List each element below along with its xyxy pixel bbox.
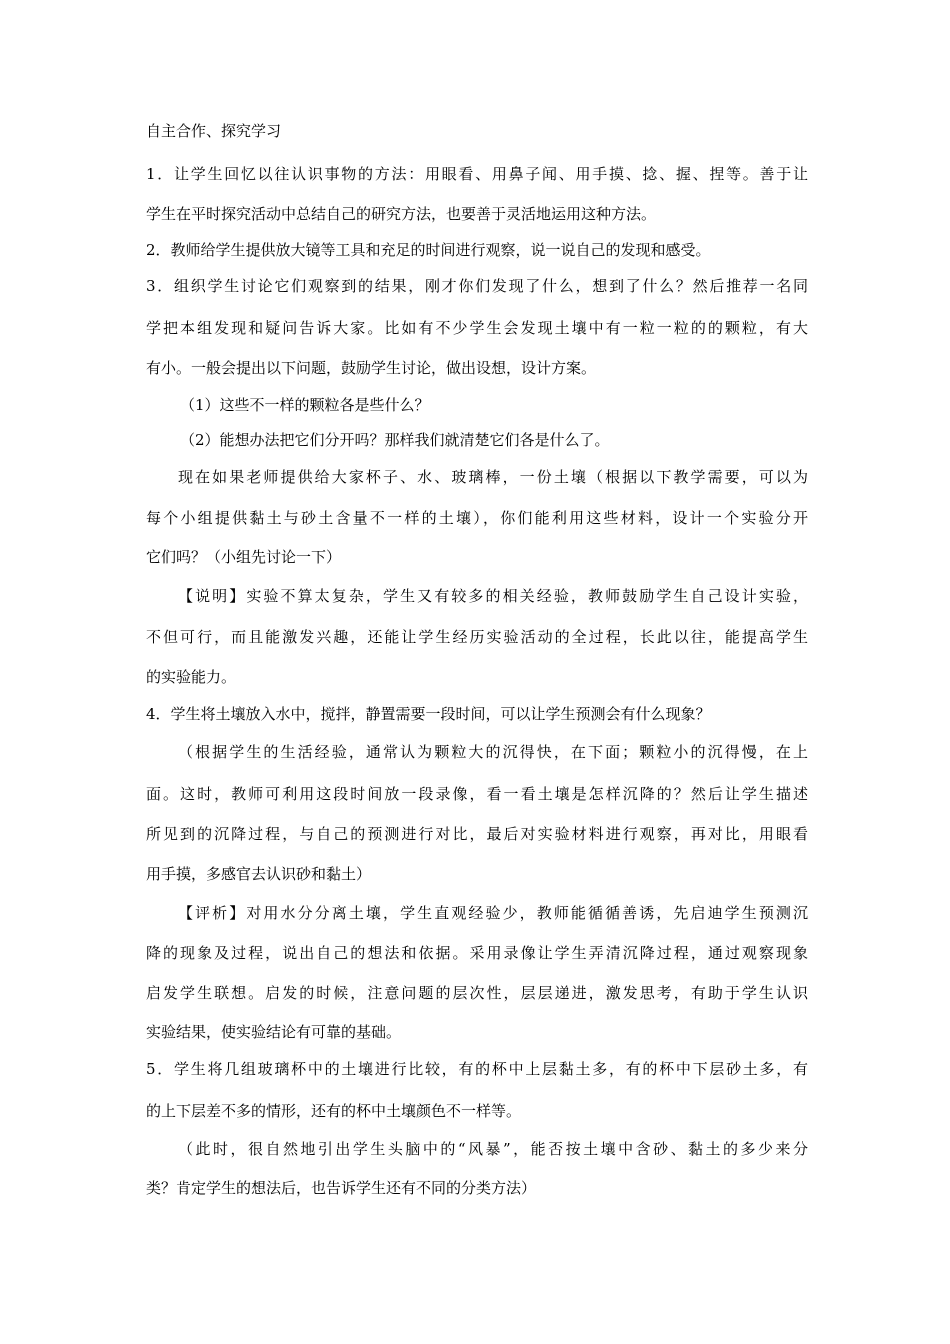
- paragraph-4-line-1: 现在如果老师提供给大家杯子、水、玻璃棒，一份土壤（根据以下教学需要，可以为: [178, 468, 808, 486]
- paragraph-2-line-1: 2．教师给学生提供放大镜等工具和充足的时间进行观察，说一说自己的发现和感受。: [146, 241, 711, 259]
- paragraph-4-line-2: 每个小组提供黏土与砂土含量不一样的土壤），你们能利用这些材料，设计一个实验分开: [146, 509, 808, 527]
- note-comment-line-4: 实验结果，使实验结论有可靠的基础。: [146, 1023, 402, 1041]
- paragraph-6-line-4: 用手摸，多感官去认识砂和黏土）: [146, 865, 372, 883]
- note-comment-line-3: 启发学生联想。启发的时候，注意问题的层次性，层层递进，激发思考，有助于学生认识: [146, 984, 808, 1002]
- question-2: （2）能想办法把它们分开吗？那样我们就清楚它们各是什么了。: [180, 431, 610, 449]
- paragraph-8-line-2: 类？肯定学生的想法后，也告诉学生还有不同的分类方法）: [146, 1179, 537, 1197]
- paragraph-1-line-1: 1．让学生回忆以往认识事物的方法：用眼看、用鼻子闻、用手摸、捻、握、捏等。善于让: [146, 165, 808, 183]
- paragraph-1-line-2: 学生在平时探究活动中总结自己的研究方法，也要善于灵活地运用这种方法。: [146, 205, 657, 223]
- paragraph-3-line-3: 有小。一般会提出以下问题，鼓励学生讨论，做出设想，设计方案。: [146, 359, 597, 377]
- note-explanation-line-3: 的实验能力。: [146, 668, 237, 686]
- paragraph-5-line-1: 4．学生将土壤放入水中，搅拌，静置需要一段时间，可以让学生预测会有什么现象？: [146, 705, 711, 723]
- paragraph-4-line-3: 它们吗？（小组先讨论一下）: [146, 548, 342, 566]
- question-1: （1）这些不一样的颗粒各是些什么？: [180, 396, 430, 414]
- paragraph-6-line-3: 所见到的沉降过程，与自己的预测进行对比，最后对实验材料进行观察，再对比，用眼看: [146, 825, 808, 843]
- paragraph-3-line-2: 学把本组发现和疑问告诉大家。比如有不少学生会发现土壤中有一粒一粒的的颗粒，有大: [146, 319, 808, 337]
- paragraph-3-line-1: 3．组织学生讨论它们观察到的结果，刚才你们发现了什么，想到了什么？然后推荐一名同: [146, 277, 808, 295]
- note-comment-line-2: 降的现象及过程，说出自己的想法和依据。采用录像让学生弄清沉降过程，通过观察现象: [146, 944, 808, 962]
- paragraph-8-line-1: （此时，很自然地引出学生头脑中的“风暴”，能否按土壤中含砂、黏土的多少来分: [178, 1140, 808, 1158]
- note-explanation-line-1: 【说明】实验不算太复杂，学生又有较多的相关经验，教师鼓励学生自己设计实验，: [178, 587, 808, 605]
- paragraph-7-line-1: 5．学生将几组玻璃杯中的土壤进行比较，有的杯中上层黏土多，有的杯中下层砂土多，有: [146, 1060, 808, 1078]
- note-explanation-line-2: 不但可行，而且能激发兴趣，还能让学生经历实验活动的全过程，长此以往，能提高学生: [146, 628, 808, 646]
- paragraph-6-line-1: （根据学生的生活经验，通常认为颗粒大的沉得快，在下面；颗粒小的沉得慢，在上: [178, 743, 808, 761]
- note-comment-line-1: 【评析】对用水分分离土壤，学生直观经验少，教师能循循善诱，先启迪学生预测沉: [178, 904, 808, 922]
- paragraph-7-line-2: 的上下层差不多的情形，还有的杯中土壤颜色不一样等。: [146, 1102, 522, 1120]
- paragraph-6-line-2: 面。这时，教师可利用这段时间放一段录像，看一看土壤是怎样沉降的？然后让学生描述: [146, 785, 808, 803]
- section-heading: 自主合作、探究学习: [146, 122, 282, 140]
